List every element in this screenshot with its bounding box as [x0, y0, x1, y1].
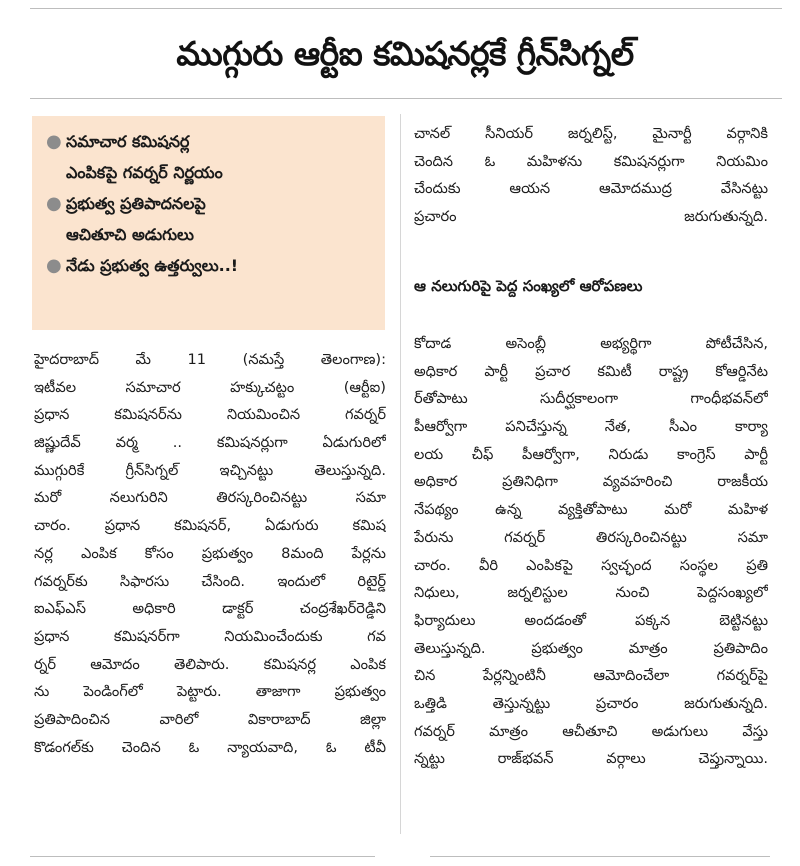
body-line: చారం. వీరి ఎంపికపై స్వచ్ఛంద సంస్థల ప్రతి: [414, 556, 768, 574]
body-line: అధికార పార్టీ ప్రచార కమిటీ రాష్ట్ర కోఆర్డినేట: [414, 362, 768, 380]
body-line: న్నట్టు రాజ్‌భవన్ వర్గాలు చెప్తున్నాయి.: [414, 750, 768, 768]
column-divider: [400, 114, 401, 834]
bottom-rule: [30, 856, 375, 857]
highlight-line: ప్రభుత్వ ప్రతిపాదనలపై: [66, 194, 206, 213]
body-line: హైదరాబాద్ మే 11 (నమస్తే తెలంగాణ):: [34, 351, 386, 368]
body-line: ర్‌తోపాటు సుదీర్ఘకాలంగా గాంధీభవన్‌లో: [414, 390, 768, 408]
body-line: కొడంగల్‌కు చెందిన ఓ న్యాయవాది, ఓ టీవీ: [34, 738, 386, 756]
body-line: ప్రధాన కమిషనర్‌గా నియమించేందుకు గవ: [34, 627, 386, 645]
body-line: చానల్ సీనియర్ జర్నలిస్ట్, మైనార్టీ వర్గానికి: [414, 125, 768, 142]
body-line: ఫిర్యాదులు అందడంతో పక్కన బెట్టినట్టు: [414, 611, 768, 629]
body-line: ఇటీవల సమాచార హక్కుచట్టం (ఆర్టీఐ): [34, 378, 386, 396]
body-line: అధికార ప్రతినిధిగా వ్యవహరించి రాజకీయ: [414, 473, 768, 491]
body-line: లయ చీఫ్ పీఆర్వోగా, నిరుడు కాంగ్రెస్ పార్టీ: [414, 445, 768, 463]
body-line: నిధులు, జర్నలిస్టుల నుంచి పెద్దసంఖ్యలో: [414, 584, 768, 602]
body-line: చెందిన ఓ మహిళను కమిషనర్లుగా నియమిం: [414, 152, 768, 170]
body-line: ఐఎఫ్ఎస్ అధికారి డాక్టర్ చంద్రశేఖర్‌రెడ్డిని: [34, 600, 386, 618]
body-line: గవర్నర్ మాత్రం ఆచీతూచి అడుగులు వేస్తు: [414, 722, 768, 740]
body-line: చారం. ప్రధాన కమిషనర్, ఏడుగురు కమిష: [34, 517, 386, 535]
body-line: మరో నలుగురిని తిరస్కరించినట్టు సమా: [34, 489, 386, 507]
body-line: చిన పేర్లన్నింటినీ ఆమోదించేలా గవర్నర్‌పై: [414, 667, 768, 685]
left-column: [34, 346, 386, 761]
body-line: ప్రధాన కమిషనర్‌ను నియమించిన గవర్నర్: [34, 406, 386, 424]
subheading: ఆ నలుగురిపై పెద్ద సంఖ్యలో ఆరోపణలు: [414, 277, 643, 295]
body-line: చేందుకు ఆయన ఆమోదముద్ర వేసినట్టు: [414, 180, 768, 198]
bottom-rule: [430, 856, 770, 857]
body-line: ఒత్తిడి తెస్తున్నట్టు ప్రచారం జరుగుతున్నది.: [414, 694, 768, 712]
top-rule: [30, 8, 782, 9]
right-column-top: [414, 120, 768, 231]
highlight-item: [46, 126, 385, 188]
body-line: తెలుస్తున్నది. ప్రభుత్వం మాత్రం ప్రతిపాదిం: [414, 639, 768, 657]
right-column-bottom: [414, 330, 768, 773]
body-line: ర్నర్ ఆమోదం తెలిపారు. కమిషనర్ల ఎంపిక: [34, 655, 386, 673]
headline-rule: [30, 98, 782, 99]
body-line: నేపథ్యం ఉన్న వ్యక్తితోపాటు మరో మహిళ: [414, 501, 768, 519]
body-line: ప్రచారం జరుగుతున్నది.: [414, 208, 768, 226]
body-line: నర్ల ఎంపిక కోసం ప్రభుత్వం 8మంది పేర్లను: [34, 544, 386, 562]
highlights-box: [32, 116, 385, 330]
highlight-item: [46, 188, 385, 250]
bullet-icon: ●: [46, 255, 62, 276]
body-line: ముగ్గురికే గ్రీన్‌సిగ్నల్ ఇచ్చినట్టు తెలుస్తున్నది.: [34, 461, 386, 479]
highlight-line: సమాచార కమిషనర్ల: [66, 132, 190, 151]
body-line: పేరును గవర్నర్ తిరస్కరించినట్టు సమా: [414, 528, 768, 546]
bullet-icon: ●: [46, 131, 62, 152]
body-line: గవర్నర్‌కు సిఫారసు చేసింది. ఇందులో రిటైర్డ్: [34, 572, 386, 590]
body-line: జిష్ణుదేవ్ వర్మ .. కమిషనర్లుగా ఏడుగురిలో: [34, 434, 386, 452]
headline: ముగ్గురు ఆర్టీఐ కమిషనర్లకే గ్రీన్‌సిగ్నల్: [176, 34, 634, 73]
body-line: కోదాడ అసెంబ్లీ అభ్యర్థిగా పోటీచేసిన,: [414, 335, 768, 352]
highlight-line: ఆచితూచి అడుగులు: [66, 225, 194, 244]
body-line: ప్రతిపాదించిన వారిలో వికారాబాద్ జిల్లా: [34, 710, 386, 728]
body-line: ను పెండింగ్‌లో పెట్టారు. తాజాగా ప్రభుత్వం: [34, 683, 386, 701]
body-line: పీఆర్వోగా పనిచేస్తున్న నేత, సీఎం కార్యా: [414, 418, 768, 436]
bullet-icon: ●: [46, 193, 62, 214]
highlight-item: [46, 250, 385, 281]
highlight-line: ఎంపికపై గవర్నర్ నిర్ణయం: [66, 163, 223, 182]
highlight-line: నేడు ప్రభుత్వ ఉత్తర్వులు..!: [66, 256, 239, 275]
